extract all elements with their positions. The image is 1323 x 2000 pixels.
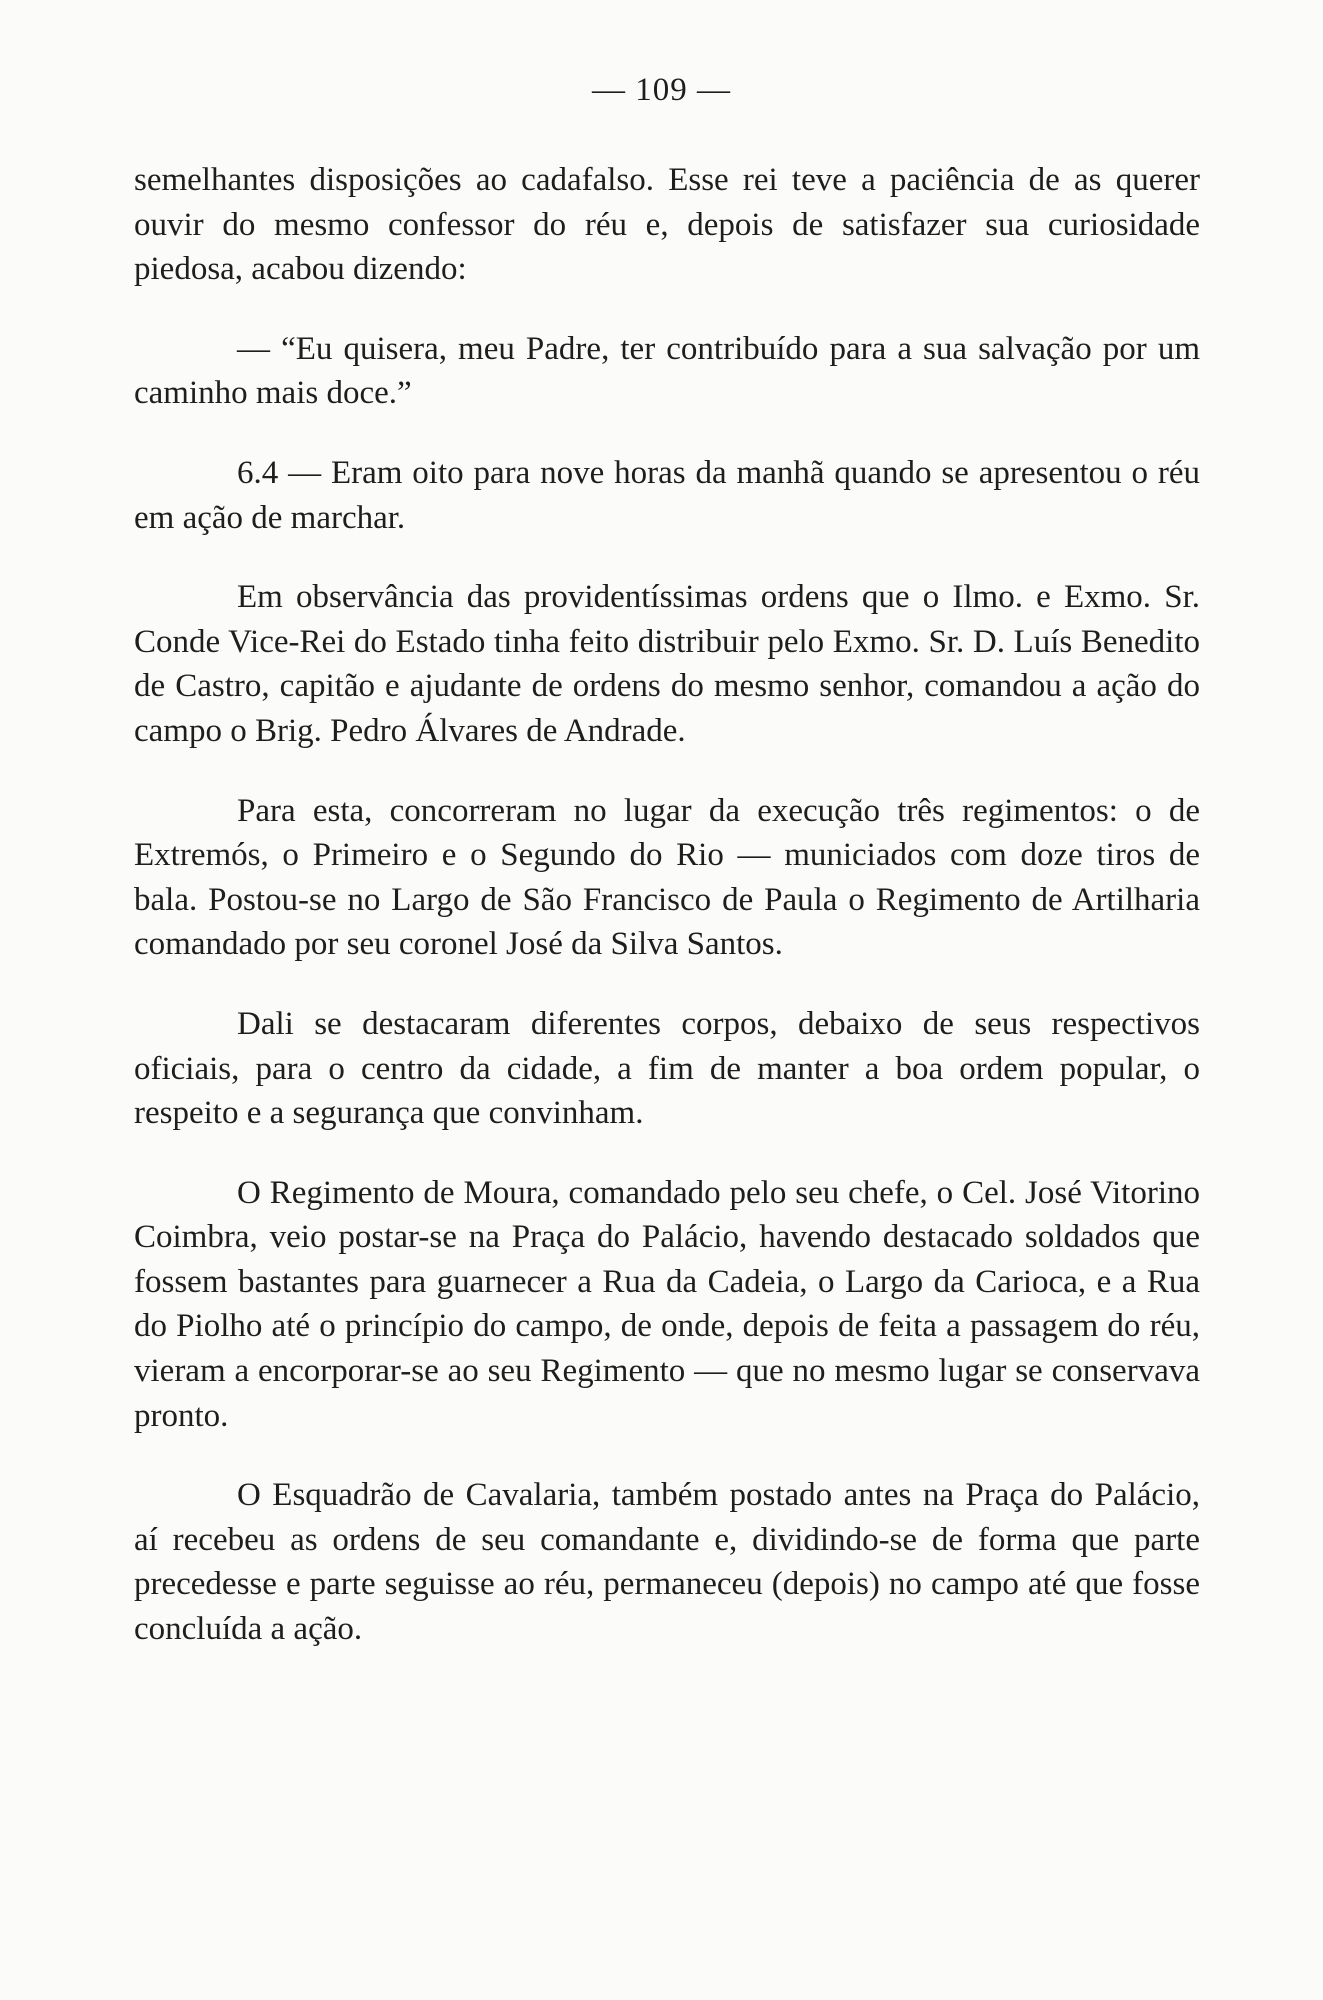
body-text — [134, 158, 1200, 1652]
paragraph-2-quote: — “Eu quisera, meu Padre, ter contribuído para a sua salvação por um caminho mais doce.” — [134, 330, 1200, 412]
paragraph-4: Em observância das providentíssimas ordens que o Ilmo. e Exmo. Sr. Conde Vice-Rei do Estado tinha feito distribuir pelo Exmo. Sr. D. Luís Benedito de Castro, capitão e ajudante de ordens do mesmo senhor, comandou a ação do campo o Brig. Pedro Álvares de Andrade. — [134, 579, 1200, 749]
paragraph-6: Dali se destacaram diferentes corpos, debaixo de seus respectivos oficiais, para o centro da cidade, a fim de manter a boa ordem popular, o respeito e a segurança que convinham. — [134, 1005, 1200, 1132]
paragraph-8: O Esquadrão de Cavalaria, também postado antes na Praça do Palácio, aí recebeu as ordens de seu comandante e, dividindo-se de forma que parte precedesse e parte seguisse ao réu, permaneceu (depois) no campo até que fosse concluída a ação. — [134, 1477, 1200, 1648]
page-number: — 109 — — [592, 72, 731, 108]
paragraph-1: semelhantes disposições ao cadafalso. Esse rei teve a paciência de as querer ouvir do mesmo confessor do réu e, depois de satisfazer sua curiosidade piedosa, acabou dizendo: — [134, 162, 1200, 288]
paragraph-7: O Regimento de Moura, comandado pelo seu chefe, o Cel. José Vitorino Coimbra, veio postar-se na Praça do Palácio, havendo destacado soldados que fossem bastantes para guarnecer a Rua da Cadeia, o Largo da Carioca, e a Rua do Piolho até o princípio do campo, de onde, depois de feita a passagem do réu, vieram a encorporar-se ao seu Regimento — que no mesmo lugar se conservava pronto. — [134, 1174, 1200, 1434]
paragraph-5: Para esta, concorreram no lugar da execução três regimentos: o de Extremós, o Primeiro e o Segundo do Rio — municiados com doze tiros de bala. Postou-se no Largo de São Francisco de Paula o Regimento de Artilharia comandado por seu coronel José da Silva Santos. — [134, 792, 1200, 963]
paragraph-3-section-6-4: 6.4 — Eram oito para nove horas da manhã quando se apresentou o réu em ação de marchar. — [134, 454, 1200, 536]
